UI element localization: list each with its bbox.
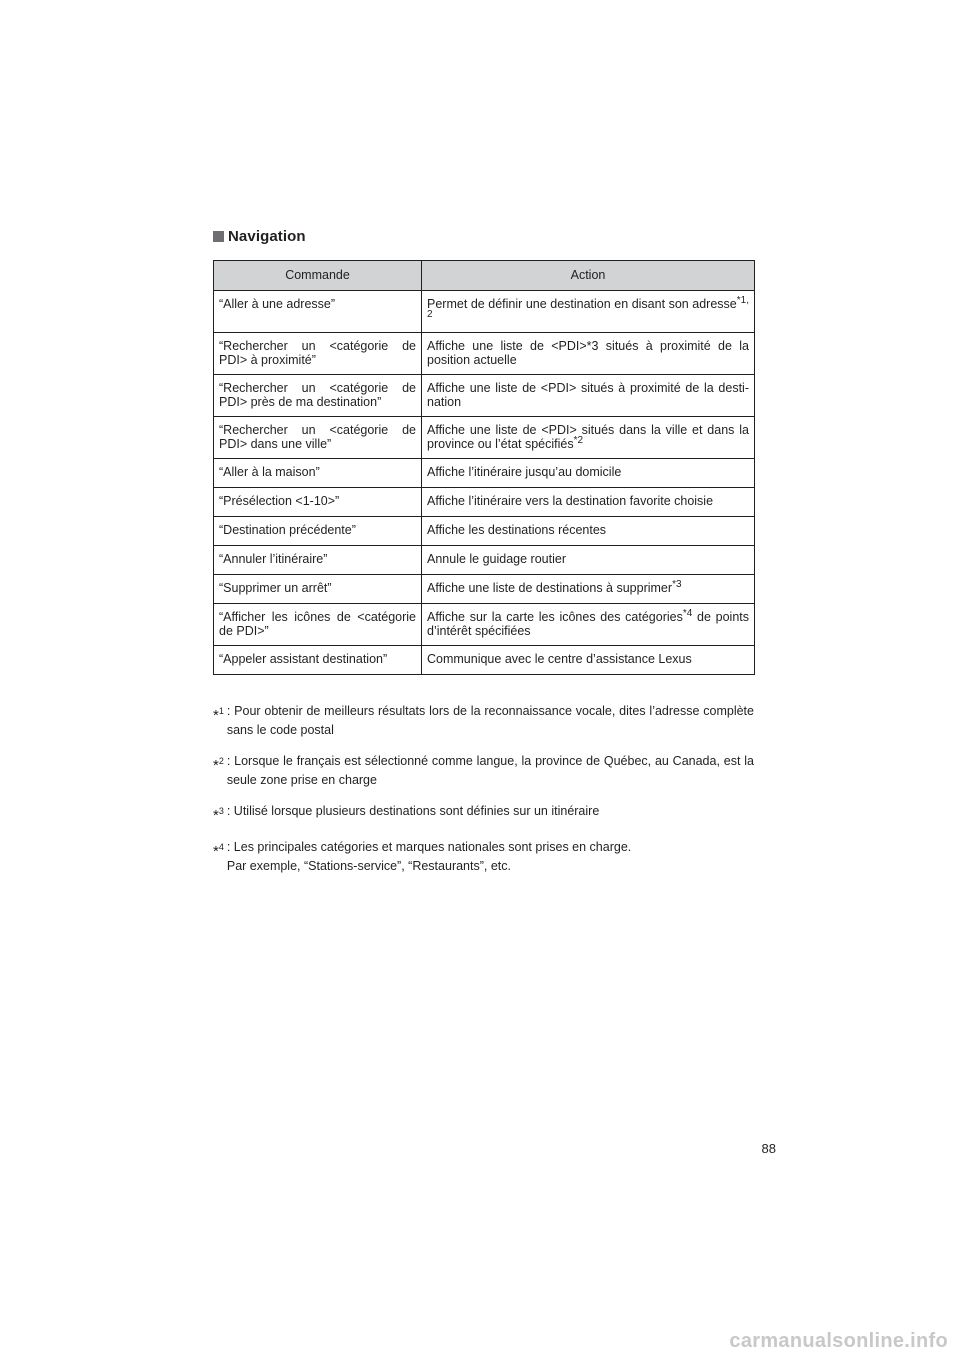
footnote-mark: *$^4$ (213, 842, 224, 860)
command-cell: “Rechercher un <catégorie de PDI> à proximité” (214, 333, 422, 375)
command-cell: “Afficher les icônes de <catégorie de PDI>” (214, 604, 422, 646)
action-cell: Affiche une liste de <PDI> situés à proximité de la desti- nation (422, 375, 755, 417)
action-cell: Affiche sur la carte les icônes des catégories$^{*4}$ de points d’intérêt spécifiées (422, 604, 755, 646)
column-header-command: Commande (214, 261, 422, 291)
command-cell: “Destination précédente” (214, 517, 422, 546)
command-cell: “Supprimer un arrêt” (214, 575, 422, 604)
table-row (214, 459, 755, 488)
footnote (213, 752, 754, 790)
section-title-text: Navigation (228, 228, 306, 245)
footnote-mark: *$^3$ (213, 806, 224, 824)
action-cell: Affiche une liste de destinations à supprimer$^{*3}$ (422, 575, 755, 604)
action-cell: Annule le guidage routier (422, 546, 755, 575)
footnote (213, 802, 754, 826)
footnote-text: : Les principales catégories et marques nationales sont prises en charge. Par exemple, “Stations-service”, “Restaurants”, etc. (226, 840, 632, 873)
commands-table (213, 260, 755, 675)
action-cell: Affiche une liste de <PDI>*3 situés à proximité de la position actuelle (422, 333, 755, 375)
command-cell: “Présélection <1-10>” (214, 488, 422, 517)
table-row (214, 575, 755, 604)
section-bullet-icon (213, 231, 224, 242)
footnote-mark: *$^2$ (213, 756, 224, 774)
table-header-row (214, 261, 755, 291)
footnote (213, 838, 754, 876)
column-header-action: Action (422, 261, 755, 291)
command-cell: “Aller à la maison” (214, 459, 422, 488)
table-row (214, 375, 755, 417)
command-cell: “Rechercher un <catégorie de PDI> près de ma destination” (214, 375, 422, 417)
command-cell: “Rechercher un <catégorie de PDI> dans une ville” (214, 417, 422, 459)
command-cell: “Appeler assistant destination” (214, 646, 422, 675)
table-row (214, 604, 755, 646)
action-cell: Affiche les destinations récentes (422, 517, 755, 546)
action-cell: Permet de définir une destination en disant son adresse$^{*1, 2}$ (422, 291, 755, 333)
table-row (214, 291, 755, 333)
table-row (214, 646, 755, 675)
page-number: 88 (761, 1141, 776, 1156)
action-cell: Affiche l’itinéraire vers la destination favorite choisie (422, 488, 755, 517)
footnote-text: : Pour obtenir de meilleurs résultats lors de la reconnaissance vocale, dites l’adresse complète sans le code postal (226, 704, 754, 737)
footnote (213, 702, 754, 740)
table-row (214, 546, 755, 575)
table-row (214, 517, 755, 546)
action-cell: Affiche une liste de <PDI> situés dans la ville et dans la province ou l’état spécifiés$^{*2}$ (422, 417, 755, 459)
action-cell: Communique avec le centre d’assistance Lexus (422, 646, 755, 675)
command-cell: “Annuler l’itinéraire” (214, 546, 422, 575)
action-cell: Affiche l’itinéraire jusqu’au domicile (422, 459, 755, 488)
footnote-text: : Lorsque le français est sélectionné comme langue, la province de Québec, au Canada, est la seule zone prise en charge (226, 754, 754, 787)
footnote-mark: *$^1$ (213, 706, 224, 724)
footnote-text: : Utilisé lorsque plusieurs destinations sont définies sur un itinéraire (226, 804, 600, 818)
section-title (213, 228, 306, 245)
command-cell: “Aller à une adresse” (214, 291, 422, 333)
watermark: carmanualsonline.info (729, 1330, 948, 1352)
table-row (214, 417, 755, 459)
footnotes (213, 702, 754, 888)
table-row (214, 333, 755, 375)
table-row (214, 488, 755, 517)
